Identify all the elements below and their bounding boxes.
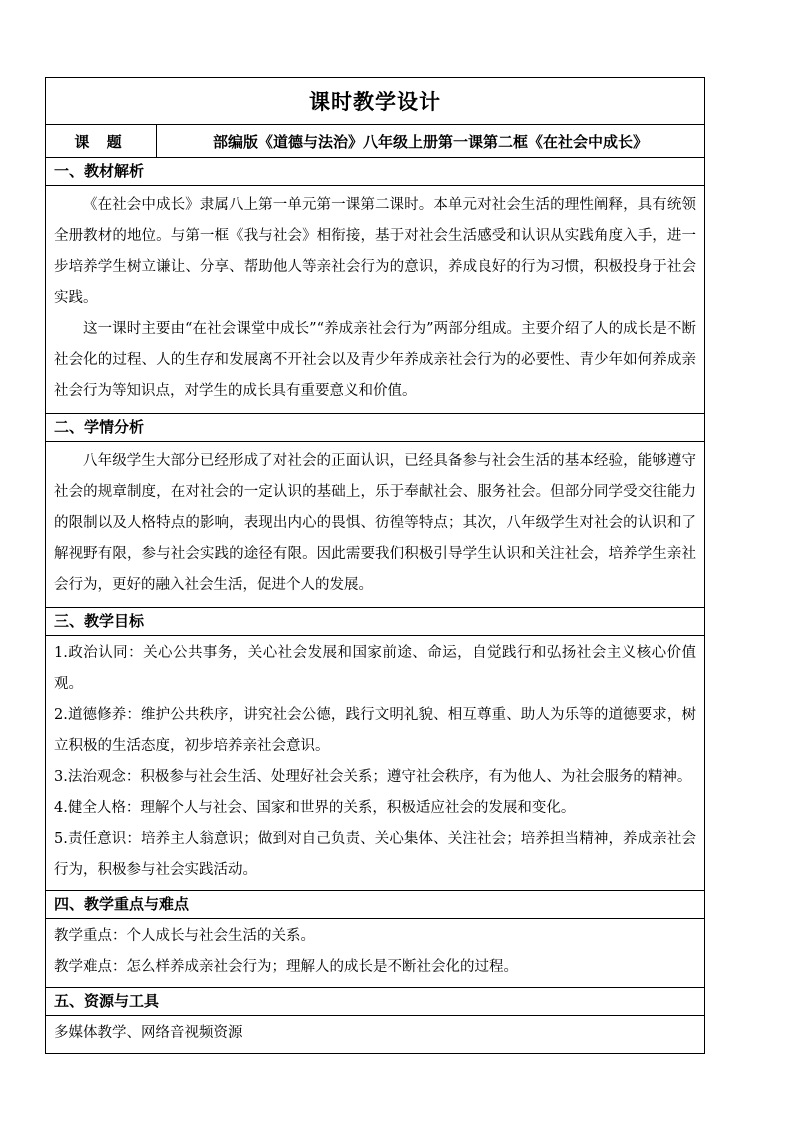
topic-value: 部编版《道德与法治》八年级上册第一课第二框《在社会中成长》 (157, 125, 705, 158)
objective-item: 1.政治认同：关心公共事务，关心社会发展和国家前途、命运，自觉践行和弘扬社会主义核心价值观。 (54, 645, 696, 692)
section-heading-learner-analysis: 二、学情分析 (46, 414, 705, 442)
section-heading-resources: 五、资源与工具 (46, 988, 705, 1016)
section-body-teaching-objectives (46, 636, 705, 891)
objective-item: 4.健全人格：理解个人与社会、国家和世界的关系，积极适应社会的发展和变化。 (54, 800, 576, 816)
resources-text: 多媒体教学、网络音视频资源 (54, 1025, 243, 1041)
section-body-textbook-analysis (46, 186, 705, 414)
lesson-design-table (45, 77, 705, 1054)
difficulty-item: 教学难点：怎么样养成亲社会行为；理解人的成长是不断社会化的过程。 (54, 959, 518, 975)
objective-item: 5.责任意识：培养主人翁意识；做到对自己负责、关心集体、关注社会；培养担当精神，养成亲社会行为，积极参与社会实践活动。 (54, 831, 696, 878)
section-heading-key-points: 四、教学重点与难点 (46, 891, 705, 919)
section-heading-teaching-objectives: 三、教学目标 (46, 608, 705, 636)
section-body-learner-analysis (46, 442, 705, 608)
topic-label: 课 题 (46, 125, 157, 158)
paragraph: 八年级学生大部分已经形成了对社会的正面认识，已经具备参与社会生活的基本经验，能够遵守社会的规章制度，在对社会的一定认识的基础上，乐于奉献社会、服务社会。但部分同学受交往能力的限制以及人格特点的影响，表现出内心的畏惧、彷徨等特点；其次，八年级学生对社会的认识和了解视野有限，参与社会实践的途径有限。因此需要我们积极引导学生认识和关注社会，培养学生亲社会行为，更好的融入社会生活，促进个人的发展。 (54, 453, 696, 593)
section-body-key-points (46, 919, 705, 988)
section-heading-textbook-analysis: 一、教材解析 (46, 158, 705, 186)
objective-item: 2.道德修养：维护公共秩序，讲究社会公德，践行文明礼貌、相互尊重、助人为乐等的道德要求，树立积极的生活态度，初步培养亲社会意识。 (54, 707, 696, 754)
key-point-item: 教学重点：个人成长与社会生活的关系。 (54, 928, 315, 944)
paragraph: 这一课时主要由“在社会课堂中成长”“养成亲社会行为”两部分组成。主要介绍了人的成长是不断社会化的过程、人的生存和发展离不开社会以及青少年养成亲社会行为的必要性、青少年如何养成亲社会行为等知识点，对学生的成长具有重要意义和价值。 (54, 321, 696, 399)
paragraph: 《在社会中成长》隶属八上第一单元第一课第二课时。本单元对社会生活的理性阐释，具有统领全册教材的地位。与第一框《我与社会》相衔接，基于对社会生活感受和认识从实践角度入手，进一步培养学生树立谦让、分享、帮助他人等亲社会行为的意识，养成良好的行为习惯，积极投身于社会实践。 (54, 197, 696, 306)
document-title: 课时教学设计 (46, 78, 705, 125)
objective-item: 3.法治观念：积极参与社会生活、处理好社会关系；遵守社会秩序，有为他人、为社会服务的精神。 (54, 769, 692, 785)
section-body-resources (46, 1016, 705, 1054)
